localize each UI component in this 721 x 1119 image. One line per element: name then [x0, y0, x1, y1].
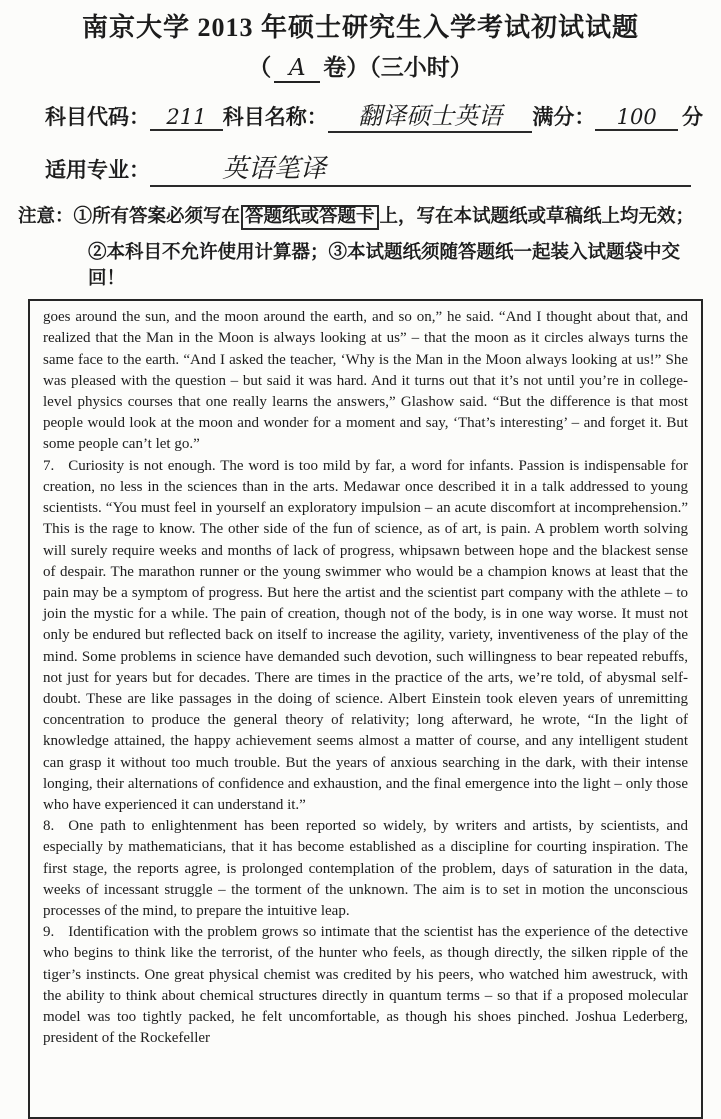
- subject-name-label: 科目名称：: [222, 105, 328, 129]
- score-unit-label: 分: [682, 105, 703, 129]
- subtitle-close-text: 卷）（三小时）: [323, 55, 473, 80]
- notice-item1-boxed-text: 答题纸或答题卡: [241, 205, 379, 230]
- notice-item1-prefix: ①所有答案必须写在: [73, 207, 241, 227]
- notice-line-2: ②本科目不允许使用计算器；③本试题纸须随答题纸一起装入试题袋中交回！: [88, 243, 681, 290]
- subject-info-row: [45, 96, 703, 133]
- passage-paragraph-9: [43, 922, 688, 1049]
- page-title: 南京大学 2013 年硕士研究生入学考试初试试题: [81, 13, 639, 42]
- paragraph-number: 9.: [43, 924, 55, 941]
- subject-name-value: 翻译硕士英语: [328, 96, 533, 133]
- passage-paragraph-continuation: [43, 307, 688, 455]
- paper-type-value: A: [274, 56, 320, 83]
- major-info-row: [45, 148, 691, 187]
- full-score-value: 100: [595, 105, 678, 131]
- passage-box: [28, 299, 703, 1119]
- passage-paragraph-7: [43, 456, 688, 816]
- paragraph-number: 8.: [43, 818, 55, 835]
- paper-subtitle: [0, 49, 721, 83]
- notice-label: 注意：: [18, 207, 74, 227]
- full-score-label: 满分：: [532, 105, 596, 129]
- subject-code-label: 科目代码：: [45, 105, 150, 129]
- notice-item1-suffix: 上，写在本试题纸或草稿纸上均无效；: [379, 207, 695, 227]
- paragraph-number: 7.: [43, 457, 55, 474]
- passage-paragraph-8: [43, 816, 688, 922]
- subtitle-open-paren: （: [248, 55, 272, 80]
- major-value: 英语笔译: [150, 148, 691, 187]
- paragraph-text: goes around the sun, and the moon around the earth, and so on,” he said. “And I thought about that, and realized that the Man in the Moon is always looking at us” – that the moon as it circles always turns the same face to the earth. “And I asked the teacher, ‘Why is the Man in the Moon always looking at us!” She was pleased with the question – but said it was hard. And it turns out that it’s not until you’re in college-level physics courses that one really learns the answers,” Glashow said. “But the difference is that most people would look at the moon and wonder for a moment and say, ‘That’s interesting’ – and forget it. But some people can’t let go.”: [43, 309, 688, 453]
- notice-line-1: [18, 202, 705, 230]
- paragraph-text: One path to enlightenment has been reported so widely, by writers and artists, by scientists, and especially by mathematicians, that it has become established as a discipline for courting inspiration. The first stage, the reports agree, is prolonged contemplation of the problem, days of saturation in the data, weeks of incessant struggle – the torment of the unknown. The aim is to set in motion the unconscious processes of the mind, to prepare the intuitive leap.: [43, 818, 688, 919]
- major-label: 适用专业：: [45, 158, 150, 182]
- paragraph-text: Identification with the problem grows so intimate that the scientist has the experience of the detective who begins to think like the terrorist, of the hunter who feels, as though directly, the silken ripple of the tiger’s instincts. One great physical chemist was credited by his peers, who watched him awestruck, with the ability to think about chemical structures directly in quantum terms – so that if a proposed molecular model was too tightly packed, he felt uncomfortable, as though his shoes pinched. Joshua Lederberg, president of the Rockefeller: [43, 924, 688, 1047]
- subject-code-value: 211: [150, 105, 223, 131]
- paragraph-text: Curiosity is not enough. The word is too mild by far, a word for infants. Passion is indispensable for creation, no less in the sciences than in the arts. Medawar once described it in a talk addressed to young scientists. “You must feel in yourself an exploratory impulsion – an acute discomfort at incomprehension.” This is the rage to know. The other side of the fun of science, as of art, is pain. A problem worth solving will surely require weeks and months of lack of progress, whipsawn between hope and the blackest sense of despair. The marathon runner or the young swimmer who would be a champion knows at least that the pain may be a symptom of progress. But here the artist and the scientist part company with the athlete – to join the mystic for a while. The pain of creation, though not of the body, is in one way worse. It must not only be endured but reflected back on itself to increase the agility, variety, inventiveness of the play of the mind. Some problems in science have demanded such devotion, such willingness to bear repeated rebuffs, not just for years but for decades. There are times in the practice of the arts, we’re told, of abysmal self-doubt. These are like passages in the doing of science. Albert Einstein took eleven years of unremitting concentration to produce the general theory of relativity; long afterward, he wrote, “In the light of knowledge attained, the happy achievement seems almost a matter of course, and any intelligent student can grasp it without too much trouble. But the years of anxious searching in the dark, with their intense longing, their alternations of confidence and exhaustion, and the final emergence into the light – only those who have experienced it can understand it.”: [43, 457, 688, 813]
